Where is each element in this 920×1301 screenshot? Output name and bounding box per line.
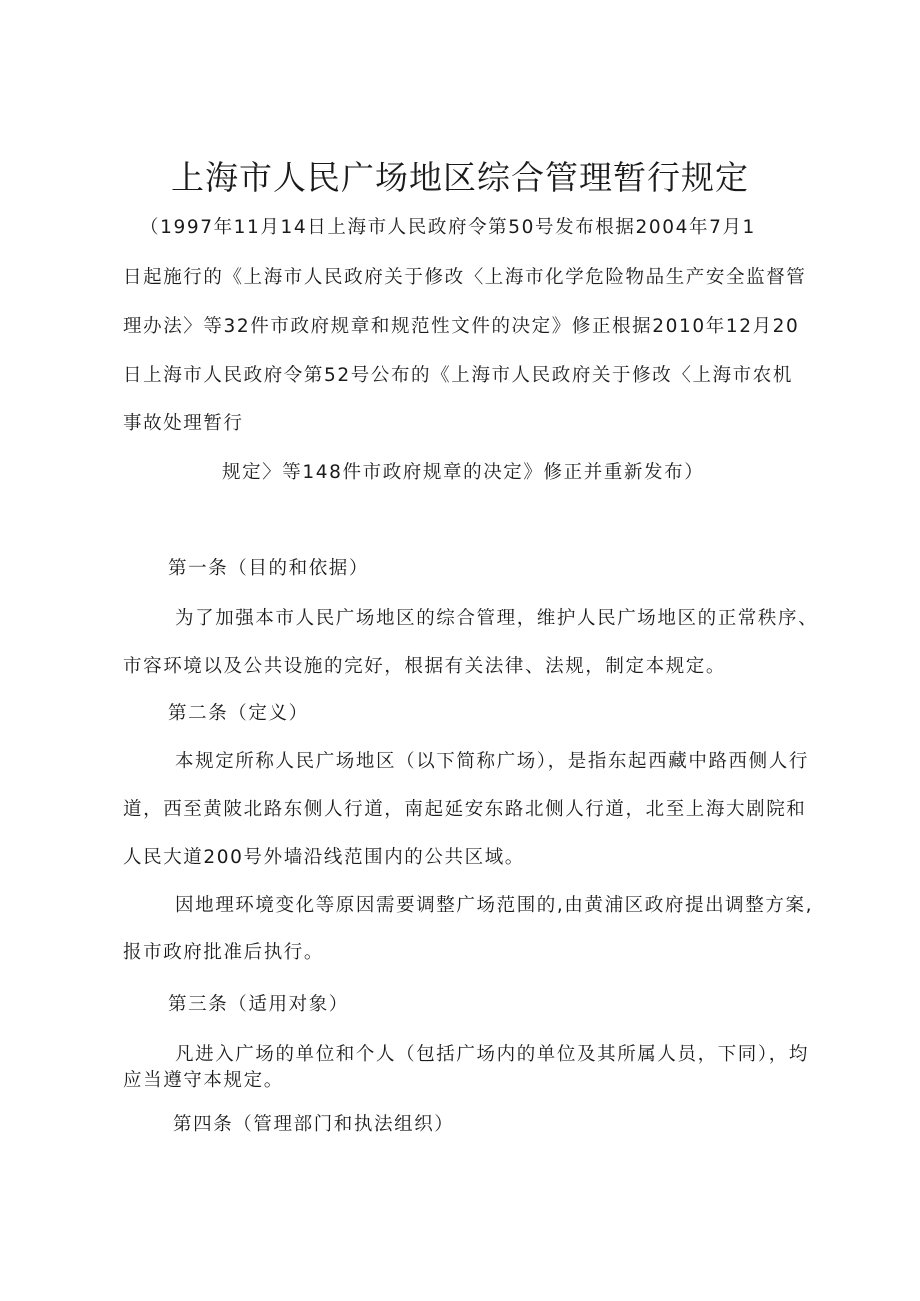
preamble-line: 规定〉等148件市政府规章的决定》修正并重新发布） [222,462,705,483]
article-heading: 第二条（定义） [168,703,309,724]
article-paragraph-line: 因地理环境变化等原因需要调整广场范围的,由黄浦区政府提出调整方案, [175,895,814,916]
article-paragraph-line: 凡进入广场的单位和个人（包括广场内的单位及其所属人员，下同），均 [175,1044,809,1065]
article-paragraph-line: 报市政府批准后执行。 [123,942,325,963]
article-paragraph-line: 道，西至黄陂北路东侧人行道，南起延安东路北侧人行道，北至上海大剧院和 [123,799,807,820]
article-heading: 第三条（适用对象） [168,994,349,1015]
preamble-line: （1997年11月14日上海市人民政府令第50号发布根据2004年7月1 [140,217,756,238]
article-paragraph-line: 应当遵守本规定。 [123,1070,284,1091]
document-title: 上海市人民广场地区综合管理暂行规定 [171,158,749,197]
preamble-line: 日上海市人民政府令第52号公布的《上海市人民政府关于修改〈上海市农机 [123,365,793,386]
article-paragraph-line: 本规定所称人民广场地区（以下简称广场），是指东起西藏中路西侧人行 [175,751,809,772]
article-heading: 第一条（目的和依据） [168,558,370,579]
preamble-line: 理办法〉等32件市政府规章和规范性文件的决定》修正根据2010年12月20 [123,316,800,337]
preamble-line: 事故处理暂行 [123,413,244,434]
article-heading: 第四条（管理部门和执法组织） [173,1114,455,1135]
article-paragraph-line: 市容环境以及公共设施的完好，根据有关法律、法规，制定本规定。 [123,656,727,677]
article-paragraph-line: 人民大道200号外墙沿线范围内的公共区域。 [123,847,525,868]
article-paragraph-line: 为了加强本市人民广场地区的综合管理，维护人民广场地区的正常秩序、 [175,608,819,629]
preamble-line: 日起施行的《上海市人民政府关于修改〈上海市化学危险物品生产安全监督管 [123,267,807,288]
